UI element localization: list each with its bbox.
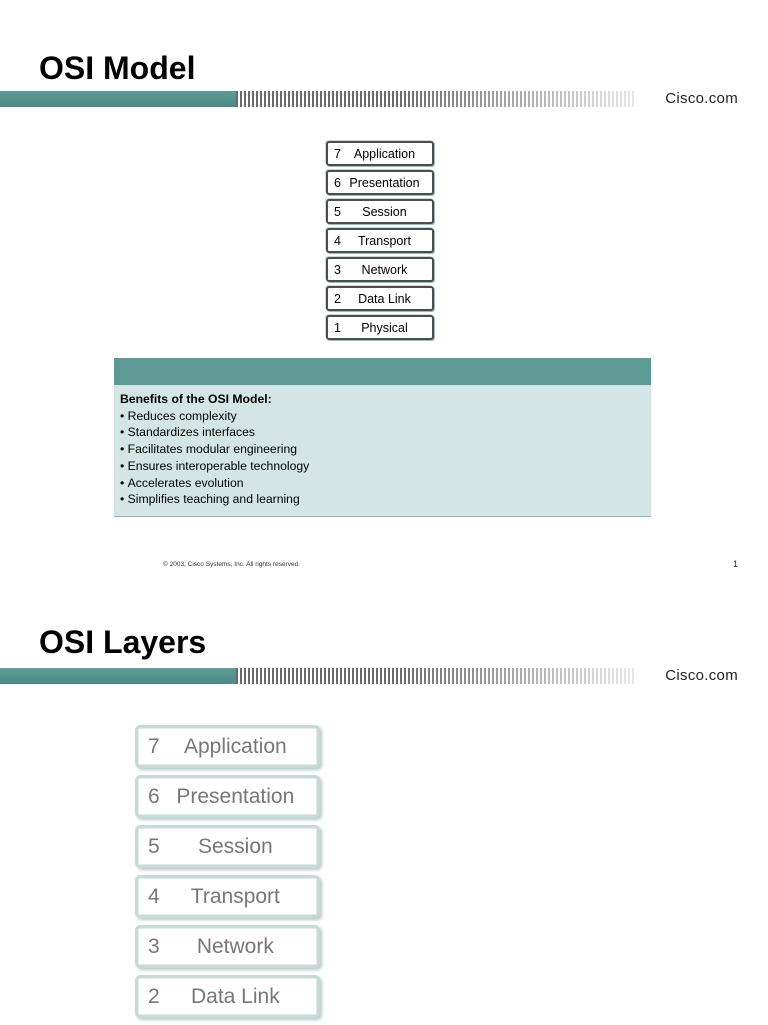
header-band-stripes: [236, 91, 636, 107]
layer-box-6: [135, 775, 320, 818]
layer-box-7: [135, 725, 320, 768]
layer-name: Session: [197, 834, 273, 858]
benefits-panel: [114, 358, 651, 517]
layer-name: Physical: [361, 320, 408, 335]
layer-name: Session: [362, 204, 407, 219]
copyright-footer: © 2003, Cisco Systems, Inc. All rights reserved.: [163, 561, 301, 568]
benefit-item: • Facilitates modular engineering: [120, 441, 645, 458]
layer-box-6: [326, 170, 434, 195]
osi-layer-stack: [326, 141, 434, 344]
layer-number: 4: [334, 233, 341, 248]
benefits-title: Benefits of the OSI Model:: [120, 392, 272, 406]
layer-number: 3: [148, 934, 160, 958]
layer-box-7: [326, 141, 434, 166]
benefits-panel-header: [114, 358, 651, 385]
layer-number: 2: [334, 291, 341, 306]
layer-name: Data Link: [358, 291, 411, 306]
layer-name: Network: [196, 934, 274, 958]
layer-box-2: [326, 286, 434, 311]
layer-number: 4: [148, 884, 160, 908]
benefit-item: • Ensures interoperable technology: [120, 458, 645, 475]
layer-box-4: [135, 875, 320, 918]
layer-box-5: [326, 199, 434, 224]
benefit-item: • Reduces complexity: [120, 408, 645, 425]
benefit-item: • Simplifies teaching and learning: [120, 491, 645, 508]
cisco-brand: Cisco.com: [665, 667, 738, 684]
layer-number: 3: [334, 262, 341, 277]
layer-number: 1: [334, 320, 341, 335]
layer-number: 5: [148, 834, 160, 858]
layer-name: Transport: [190, 884, 280, 908]
layer-name: Presentation: [349, 175, 420, 190]
cisco-brand: Cisco.com: [665, 90, 738, 107]
layer-number: 7: [148, 734, 160, 758]
layer-number: 7: [334, 146, 341, 161]
layer-name: Data Link: [190, 984, 280, 1008]
layer-name: Network: [361, 262, 408, 277]
slide-osi-layers: [0, 580, 768, 1024]
header-band-solid: [0, 668, 236, 684]
benefit-item: • Standardizes interfaces: [120, 424, 645, 441]
layer-name: Application: [183, 734, 287, 758]
layer-box-2: [135, 975, 320, 1018]
page-number: 1: [732, 559, 738, 569]
layer-name: Application: [353, 146, 416, 161]
benefits-panel-body: [114, 385, 651, 508]
osi-layer-stack: [135, 725, 320, 1025]
slide-title: OSI Model: [39, 50, 196, 86]
layer-number: 5: [334, 204, 341, 219]
layer-box-3: [135, 925, 320, 968]
layer-name: Transport: [357, 233, 411, 248]
header-band: [0, 91, 768, 107]
layer-number: 2: [148, 984, 160, 1008]
layer-box-5: [135, 825, 320, 868]
layer-number: 6: [148, 784, 160, 808]
header-band-solid: [0, 91, 236, 107]
benefit-item: • Accelerates evolution: [120, 475, 645, 492]
layer-box-4: [326, 228, 434, 253]
layer-name: Presentation: [176, 784, 295, 808]
layer-box-3: [326, 257, 434, 282]
layer-number: 6: [334, 175, 341, 190]
layer-box-1: [326, 315, 434, 340]
header-band-stripes: [236, 668, 636, 684]
header-band: [0, 668, 768, 684]
slide-title: OSI Layers: [39, 624, 207, 660]
